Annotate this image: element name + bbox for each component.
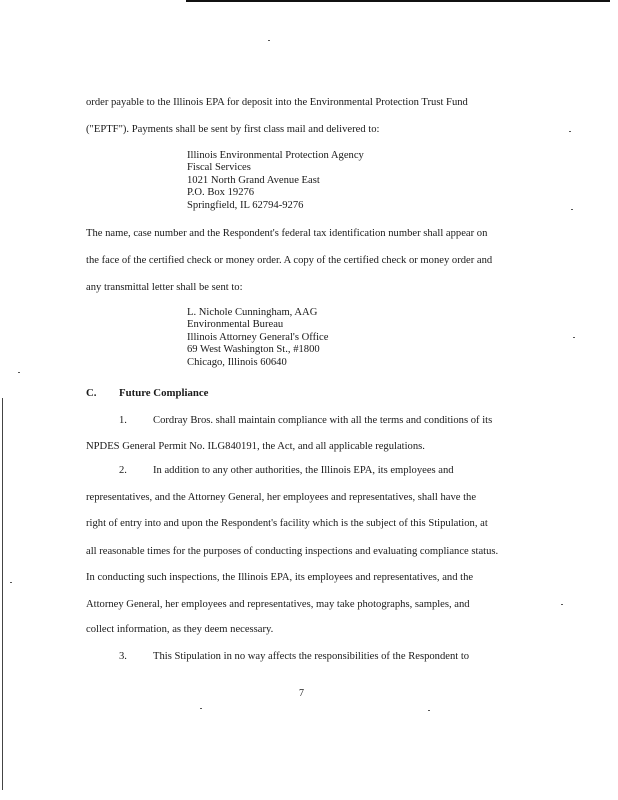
scan-speck [569, 131, 571, 132]
scan-speck [10, 582, 12, 583]
address-line: Illinois Environmental Protection Agency [187, 150, 364, 161]
scan-edge-left [2, 398, 3, 790]
body-line: In conducting such inspections, the Illinois EPA, its employees and representatives, and the [86, 572, 474, 583]
page-number: 7 [299, 688, 304, 699]
body-line: NPDES General Permit No. ILG840191, the Act, and all applicable regulations. [86, 441, 425, 452]
address-line: Fiscal Services [187, 162, 251, 174]
body-line: all reasonable times for the purposes of conducting inspections and evaluating compliance status. [86, 546, 499, 557]
paragraph-number: 1. [119, 415, 127, 426]
scan-speck [200, 708, 202, 709]
address-line: 1021 North Grand Avenue East [187, 174, 320, 186]
body-line: the face of the certified check or money order. A copy of the certified check or money order and [86, 255, 493, 266]
body-line: order payable to the Illinois EPA for deposit into the Environmental Protection Trust Fund [86, 97, 468, 108]
section-title: Future Compliance [119, 387, 209, 399]
address-line: Springfield, IL 62794-9276 [187, 199, 304, 211]
scan-speck [268, 40, 270, 41]
address-line: P.O. Box 19276 [187, 187, 255, 199]
body-line: Cordray Bros. shall maintain compliance with all the terms and conditions of its [153, 415, 493, 426]
scan-speck [573, 337, 575, 338]
body-line: In addition to any other authorities, the Illinois EPA, its employees and [153, 465, 454, 476]
address-block-epa [187, 150, 364, 212]
body-line: any transmittal letter shall be sent to: [86, 282, 243, 293]
address-line: 69 West Washington St., #1800 [187, 344, 320, 356]
body-line: representatives, and the Attorney General, her employees and representatives, shall have the [86, 492, 477, 503]
scan-speck [561, 604, 563, 605]
scan-speck [571, 209, 573, 210]
body-line: Attorney General, her employees and representatives, may take photographs, samples, and [86, 599, 470, 610]
paragraph-number: 3. [119, 651, 127, 662]
address-block-ag [187, 307, 328, 369]
scan-edge-top [186, 0, 610, 2]
address-line: Illinois Attorney General's Office [187, 331, 329, 343]
body-line: right of entry into and upon the Respondent's facility which is the subject of this Stipulation, at [86, 518, 488, 529]
scan-speck [428, 710, 430, 711]
section-letter: C. [86, 387, 97, 399]
paragraph-number: 2. [119, 465, 127, 476]
body-line: ("EPTF"). Payments shall be sent by first class mail and delivered to: [86, 124, 380, 135]
body-line: The name, case number and the Respondent's federal tax identification number shall appear on [86, 228, 488, 239]
address-line: L. Nichole Cunningham, AAG [187, 307, 318, 318]
body-line: collect information, as they deem necessary. [86, 624, 274, 635]
scan-speck [18, 372, 20, 373]
body-line: This Stipulation in no way affects the responsibilities of the Respondent to [153, 651, 470, 662]
address-line: Environmental Bureau [187, 319, 284, 331]
address-line: Chicago, Illinois 60640 [187, 356, 287, 368]
